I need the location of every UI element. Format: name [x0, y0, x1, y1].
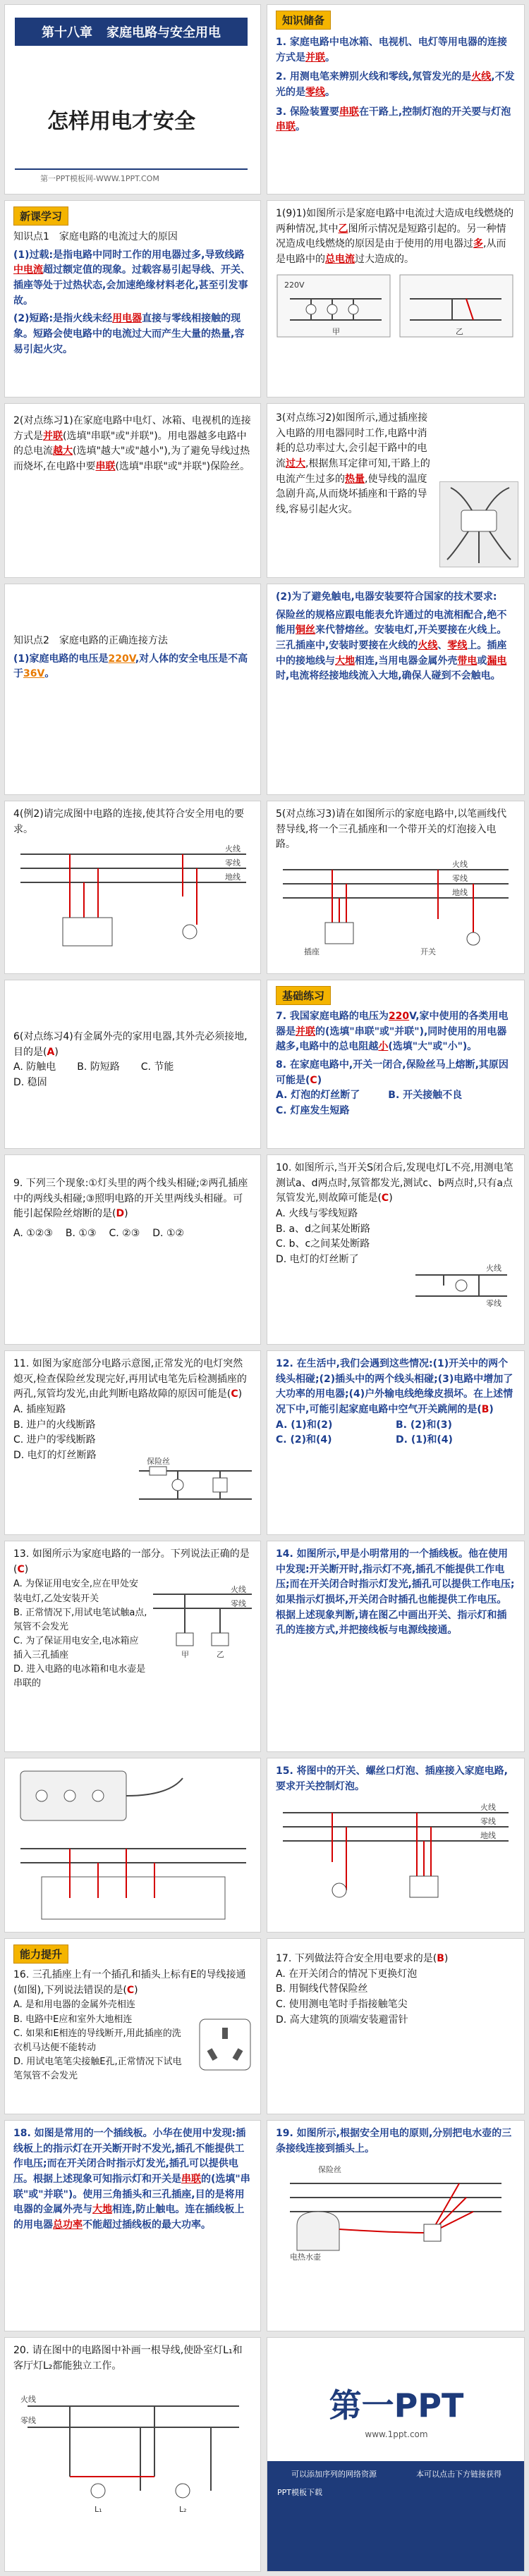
q5-fire-label: 火线	[452, 860, 468, 870]
q13-text: 13. 如图所示为家庭电路的一部分。下列说法正确的是(C)	[13, 1548, 250, 1575]
q1-lamp-icon-3	[348, 304, 358, 314]
q17-options: A. 在开关闭合的情况下更换灯泡 B. 用铜线代替保险丝 C. 使用测电笔时手指接触笔尖 D. 高大建筑的顶端安装避雷针	[276, 1968, 418, 2026]
q17-slide	[267, 1938, 525, 2114]
q19-plug-icon	[424, 2224, 441, 2241]
q10-zero-label: 零线	[486, 1299, 501, 1308]
q12-text: 12. 在生活中,我们会遇到这些情况:(1)开关中的两个线头相碰;(2)插头中的两个线头相碰;(3)电路中增加了大功率的用电器;(4)户外输电线绝缘皮损坏。在上述情况下中,可能引起家庭电路中空气开关跳闸的是(B)	[276, 1358, 513, 1416]
title-slide	[4, 4, 261, 195]
q20-l2-label: L₂	[179, 2505, 187, 2515]
q19-kettle-label: 电热水壶	[290, 2253, 321, 2262]
knowledge-tag: 知识储备	[276, 11, 331, 30]
q9-text: 9. 下列三个现象:①灯头里的两个线头相碰;②两孔插座中的两线头相碰;③照明电路的开关里两线头相碰。可能引起保险丝熔断的是(D)	[13, 1178, 248, 1220]
brand-url[interactable]: www.1ppt.com	[365, 2429, 428, 2439]
q15-zero-label: 零线	[480, 1817, 496, 1827]
q5-ground-label: 地线	[452, 888, 468, 898]
q4-slide	[4, 801, 261, 974]
q13-slide	[4, 1541, 261, 1752]
q5-lamp-icon	[467, 932, 480, 945]
q20-fire-label: 火线	[20, 2395, 36, 2405]
q3-slide	[267, 403, 525, 578]
q14-slide	[267, 1541, 525, 1752]
new-lesson-tag: 新课学习	[13, 207, 68, 226]
new-lesson-slide	[4, 200, 261, 398]
q15-ground-label: 地线	[480, 1831, 496, 1841]
q15-fire-label: 火线	[480, 1803, 496, 1813]
q13-jia-box	[176, 1633, 193, 1646]
chapter-number: 第十八章	[42, 25, 92, 40]
q11-fuse-label: 保险丝	[147, 1457, 170, 1466]
q16-socket-figure	[197, 2016, 253, 2073]
q4-lamp-icon	[183, 925, 197, 939]
knowledge-item-1: 1. 家庭电路中电冰箱、电视机、电灯等用电器的连接方式是并联。	[276, 37, 507, 63]
q4-socket-icon	[63, 918, 112, 946]
q1-text: 1(9)1)如图所示是家庭电路中电流过大造成电线燃烧的两种情况,其中乙图所示情况是短路引起的。另一种情况造成电线燃烧的原因是由于使用的用电器过多,从而是电路中的总电流过大造成的。	[276, 208, 514, 266]
brand-col-1: 可以添加序列的网络资源	[291, 2470, 377, 2479]
q18-slide	[4, 2120, 261, 2331]
q1-label-yi: 乙	[456, 326, 463, 336]
q1-lamp-icon-1	[306, 304, 316, 314]
basic-slide	[267, 980, 525, 1149]
q20-slide	[4, 2337, 261, 2572]
q20-lamp-l2-icon	[176, 2484, 190, 2498]
q2-text: 2(对点练习1)在家庭电路中电灯、冰箱、电视机的连接方式是并联(选填"串联"或"并联")。用电器越多电路中的总电流越大(选填"越大"或"越小"),为了避免导线过热而烧坏,在电路中要串联(选填"串联"或"并联")保险丝。	[13, 415, 251, 473]
q19-lines	[290, 2183, 501, 2212]
q11-text: 11. 如图为家庭部分电路示意图,正常发光的电灯突然熄灭,检查保险丝发现完好,再用试电笔先后检测插座的两孔,氖管均发光,由此判断电路故障的原因可能是(C)	[13, 1358, 247, 1400]
q14-text: 14. 如图所示,甲是小明常用的一个插线板。他在使用中发现:开关断开时,指示灯不亮,插孔不能提供工作电压;而在开关闭合时指示灯发光,插孔可以提供工作电压;如果指示灯损坏,开关闭合时插孔也能提供工作电压。根据上述现象判断,请在图乙中画出开关、指示灯和插孔的连接方式,并把接线板与电源线接通。	[276, 1548, 515, 1637]
q10-circuit-figure	[408, 1261, 514, 1324]
q5-circuit-figure	[276, 856, 516, 961]
q4-text: 4(例2)请完成图中电路的连接,使其符合安全用电的要求。	[13, 808, 245, 835]
kp2-rules-slide	[267, 584, 525, 795]
q17-text: 17. 下列做法符合安全用电要求的是(B)	[276, 1953, 449, 1964]
q13-options: A. 为保证用电安全,应在甲处安装电灯,乙处安装开关 B. 正常情况下,用试电笔试触a点,氖管不会发光 C. 为了保证用电安全,电冰箱应插入三孔插座 D. 进入电路的电冰箱和电水壶是串联的	[13, 1579, 147, 1689]
q19-answer-wires	[339, 2183, 473, 2233]
q14-yi-lines	[20, 1849, 246, 1863]
knowledge-item-2: 2. 用测电笔来辨别火线和零线,氖管发光的是火线,不发光的是零线。	[276, 71, 515, 99]
q10-fire-label: 火线	[486, 1264, 501, 1273]
q20-lamp-l1-icon	[91, 2484, 105, 2498]
q19-text: 19. 如图所示,根据安全用电的原则,分别把电水壶的三条接线连接到插头上。	[276, 2128, 512, 2155]
title-divider	[15, 168, 248, 170]
q13-fire-label: 火线	[231, 1585, 246, 1594]
cause-short-circuit: (2)短路:是指火线未经用电器直接与零线相接触的现象。短路会使电路中的电流过大而产生大量的热量,容易引起火灾。	[13, 313, 245, 355]
q10-lamp-icon	[456, 1280, 467, 1291]
q15-slide	[267, 1758, 525, 1933]
q4-lamp-wires	[183, 854, 197, 925]
q5-main-lines	[283, 870, 509, 898]
q15-circuit-figure	[276, 1799, 516, 1911]
kp2-rules-body: 保险丝的规格应跟电能表允许通过的电流相配合,绝不能用铜丝来代替熔丝。安装电灯,开关要接在火线上。三孔插座中,安装时要接在火线的火线、零线上。插座中的接地线与大地相连,当用电器金属外壳带电或漏电时,电流将经接地线流入大地,确保人碰到不会触电。	[276, 609, 507, 682]
kp2-slide	[4, 584, 261, 795]
q11-options: A. 插座短路 B. 进户的火线断路 C. 进户的零线断路 D. 电灯的灯丝断路	[13, 1404, 97, 1462]
q5-switch-label: 开关	[420, 947, 436, 957]
q20-l1-label: L₁	[95, 2505, 102, 2515]
q5-socket-icon	[325, 923, 353, 944]
q1-slide	[267, 200, 525, 398]
q18-text: 18. 如图是常用的一个插线板。小华在使用中发现:插线板上的指示灯在开关断开时不发光,插孔不能提供工作电压;而在开关闭合时指示灯发光,插孔可以提供电压。根据上述现象可知指示灯和开关是串联的(选填"串联"或"并联")。使用三角插头和三孔插座,目的是将用电器的金属外壳与大地相连,防止触电。连在插线板上的用电器总功率不能超过插线板的最大功率。	[13, 2128, 250, 2231]
q8-text: 8. 在家庭电路中,开关一闭合,保险丝马上熔断,其原因可能是(C)	[276, 1059, 509, 1086]
q20-main-lines	[28, 2406, 239, 2427]
q8-options-ab: A. 灯泡的灯丝断了 B. 开关接触不良	[276, 1090, 463, 1102]
q6-text: 6(对点练习4)有金属外壳的家用电器,其外壳必须接地,目的是(A)	[13, 1031, 248, 1058]
q13-jia-label: 甲	[181, 1650, 189, 1659]
q14-figure-slide	[4, 1758, 261, 1933]
q5-socket-label: 插座	[304, 947, 320, 957]
q11-slide	[4, 1350, 261, 1535]
q13-yi-box	[212, 1633, 229, 1646]
q19-kettle-figure	[276, 2162, 516, 2261]
kp2-heading: 知识点2 家庭电路的正确连接方法	[13, 635, 168, 646]
q11-socket-icon	[213, 1478, 227, 1492]
q11-fuse-icon	[150, 1467, 166, 1475]
q15-lamp-icon	[332, 1883, 346, 1897]
kp1-heading: 知识点1 家庭电路的电流过大的原因	[13, 231, 178, 242]
q19-slide	[267, 2120, 525, 2331]
q6-slide	[4, 980, 261, 1149]
advanced-slide	[4, 1938, 261, 2114]
q1-volt-label: 220V	[284, 280, 305, 290]
q4-zero-label: 零线	[225, 858, 241, 868]
brand-col-2: 本可以点击下方链接获得	[416, 2470, 501, 2479]
kp2-rules-intro: (2)为了避免触电,电器安装要符合国家的技术要求:	[276, 591, 497, 603]
lesson-title: 怎样用电才安全	[47, 109, 195, 134]
q4-ground-label: 地线	[225, 873, 241, 882]
q15-text: 15. 将图中的开关、螺丝口灯泡、插座接入家庭电路,要求开关控制灯泡。	[276, 1765, 508, 1792]
q14-cord	[126, 1778, 183, 1796]
q2-slide	[4, 403, 261, 578]
q20-text: 20. 请在图中的电路图中补画一根导线,使卧室灯L₁和客厅灯L₂都能独立工作。	[13, 2345, 243, 2372]
q4-main-lines	[20, 854, 246, 882]
q1-circuit-figure	[276, 271, 516, 341]
title-footer: 第一PPT模板网-WWW.1PPT.COM	[40, 174, 159, 183]
q9-options: A. ①②③ B. ①③ C. ②③ D. ①②	[13, 1228, 185, 1240]
q13-circuit-figure	[150, 1584, 255, 1661]
q14-power-strip-figure	[13, 1764, 253, 1926]
q20-branch-wires	[70, 2406, 211, 2491]
brand-logo: 第一PPT	[329, 2386, 464, 2424]
advanced-tag: 能力提升	[13, 1945, 68, 1964]
q13-yi-label: 乙	[217, 1650, 224, 1659]
q10-slide	[267, 1154, 525, 1345]
q16-options: A. 是和用电器的金属外壳相连 B. 电路中E应和室外大地相连 C. 如果和E相连的导线断开,用此插座的洗衣机马达便不能转动 D. 用试电笔笔尖接触E孔,正常情况下试电笔氖管不会发光	[13, 1999, 182, 2082]
q20-zero-label: 零线	[20, 2416, 36, 2426]
chapter-name: 家庭电路与安全用电	[107, 25, 221, 40]
q10-options: A. 火线与零线短路 B. a、d之间某处断路 C. b、c之间某处断路 D. 电灯的灯丝断了	[276, 1208, 370, 1266]
q10-text: 10. 如图所示,当开关S闭合后,发现电灯L不亮,用测电笔测试a、d两点时,氖管都发光,测试c、b两点时,只有a点氖管发光,则故障可能是(C)	[276, 1162, 513, 1204]
knowledge-item-3: 3. 保险装置要串联在干路上,控制灯泡的开关要与灯泡串联。	[276, 106, 511, 133]
brand-slide	[267, 2337, 525, 2572]
q11-circuit-figure	[135, 1457, 255, 1527]
q9-slide	[4, 1154, 261, 1345]
q12-options: A. (1)和(2) B. (2)和(3) C. (2)和(4) D. (1)和(4)	[276, 1419, 453, 1446]
q1-lamp-icon-2	[327, 304, 337, 314]
q5-slide	[267, 801, 525, 974]
q6-options: A. 防触电 B. 防短路 C. 节能	[13, 1061, 174, 1073]
q4-circuit-figure	[13, 840, 253, 960]
q12-slide	[267, 1350, 525, 1535]
q15-main-lines	[283, 1813, 509, 1841]
brand-col-3: PPT模板下载	[277, 2488, 322, 2497]
q4-fire-label: 火线	[225, 844, 241, 854]
q20-circuit-figure	[13, 2378, 253, 2533]
q1-label-jia: 甲	[332, 326, 340, 336]
q7-text: 7. 我国家庭电路的电压为220V,家中使用的各类用电器是并联的(选填"串联"或"并联"),同时使用的用电器越多,电路中的总电阻越小(选填"大"或"小")。	[276, 1011, 509, 1053]
q3-overload-socket-image	[439, 481, 518, 567]
q13-zero-label: 零线	[231, 1599, 246, 1608]
knowledge-slide	[267, 4, 525, 195]
q16-text: 16. 三孔插座上有一个插孔和插头上标有E的导线接通(如图),下列说法错误的是(C)	[13, 1969, 246, 1996]
q5-zero-label: 零线	[452, 874, 468, 884]
q19-kettle-icon	[297, 2212, 339, 2250]
basic-tag: 基础练习	[276, 986, 331, 1005]
q19-fuse-label: 保险丝	[318, 2165, 341, 2175]
q6-option-d: D. 稳固	[13, 1077, 47, 1089]
q5-text: 5(对点练习3)请在如图所示的家庭电路中,以笔画线代替导线,将一个三孔插座和一个带开关的灯泡接入电路。	[276, 808, 507, 851]
chapter-banner	[15, 18, 248, 46]
q11-lamp-icon	[172, 1479, 183, 1491]
q3-text: 3(对点练习2)如图所示,通过插座接入电路的用电器同时工作,电路中消耗的总功率过大,会引起干路中的电流过大,根据焦耳定律可知,干路上的电流产生过多的热量,使导线的温度急剧升高,从而烧坏插座和干路的导线,容易引起火灾。	[276, 412, 430, 516]
q8-option-c: C. 灯座发生短路	[276, 1105, 350, 1117]
brand-footer	[267, 2461, 525, 2572]
kp2-voltage: (1)家庭电路的电压是220V,对人体的安全电压是不高于36V。	[13, 653, 248, 680]
q15-socket-icon	[410, 1876, 438, 1897]
cause-overload: (1)过载:是指电路中同时工作的用电器过多,导致线路中电流超过额定值的现象。过载容易引起导线、开关、插座等处于过热状态,会加速绝缘材料老化,甚至引发事故。	[13, 249, 250, 307]
